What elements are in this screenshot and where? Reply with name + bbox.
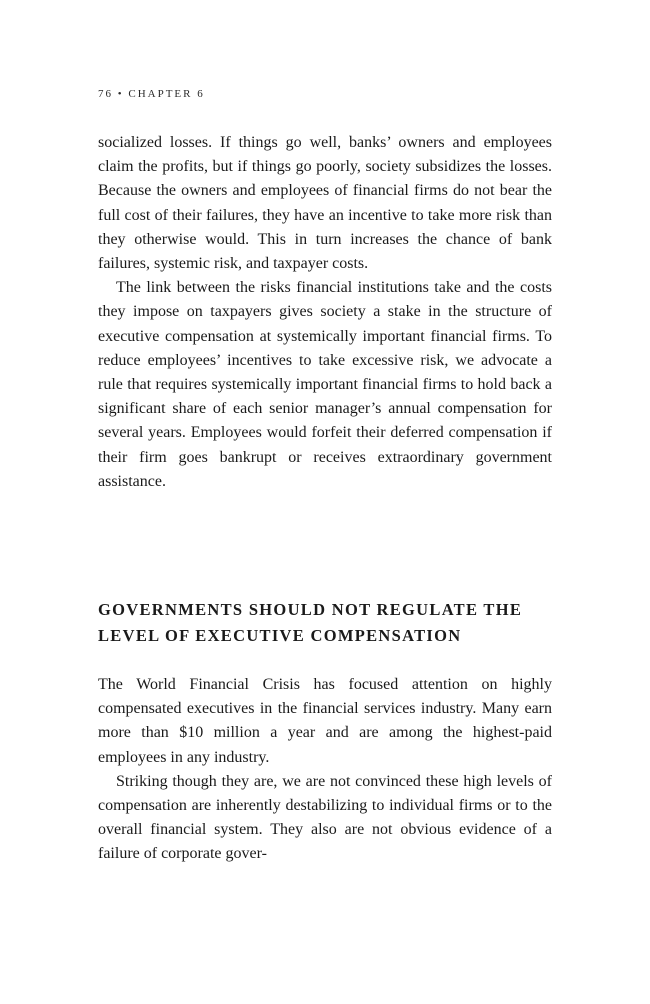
running-head-separator: •	[117, 88, 124, 100]
paragraph: The link between the risks financial institutions take and the costs they impose on taxpayers gives society a stake in the structure of executive compensation at systemically important financial firms. To reduce employees’ incentives to take excessive risk, we advocate a rule that requires systemically important financial firms to hold back a significant share of each senior manager’s annual compensation for several years. Employees would forfeit their deferred compensation if their firm goes bankrupt or receives extraordinary government assistance.	[98, 279, 552, 490]
book-page	[98, 0, 552, 1004]
section-heading	[98, 597, 552, 649]
paragraph: The World Financial Crisis has focused attention on highly compensated executives in the financial services industry. Many earn more than $10 million a year and are among the highest-paid employees in any industry.	[98, 676, 552, 766]
section-heading-line-2: LEVEL OF EXECUTIVE COMPENSATION	[98, 626, 462, 645]
paragraph: Striking though they are, we are not convinced these high levels of compensation are inherently destabilizing to individual firms or to the overall financial system. They also are not obvious evidence of a failure of corporate gover-	[98, 772, 552, 863]
running-head	[98, 88, 205, 100]
section-heading-line-1: GOVERNMENTS SHOULD NOT REGULATE THE	[98, 600, 523, 619]
page-number: 76	[98, 88, 113, 100]
chapter-label: CHAPTER 6	[128, 88, 205, 100]
body-text-section-2	[98, 673, 552, 867]
paragraph: socialized losses. If things go well, banks’ owners and employees claim the profits, but if things go poorly, society subsidizes the losses. Because the owners and employees of financial firms do not bear the full cost of their failures, they have an incentive to take more risk than they otherwise would. This in turn increases the chance of bank failures, systemic risk, and taxpayer costs.	[98, 134, 552, 273]
body-text-section-1	[98, 131, 552, 494]
